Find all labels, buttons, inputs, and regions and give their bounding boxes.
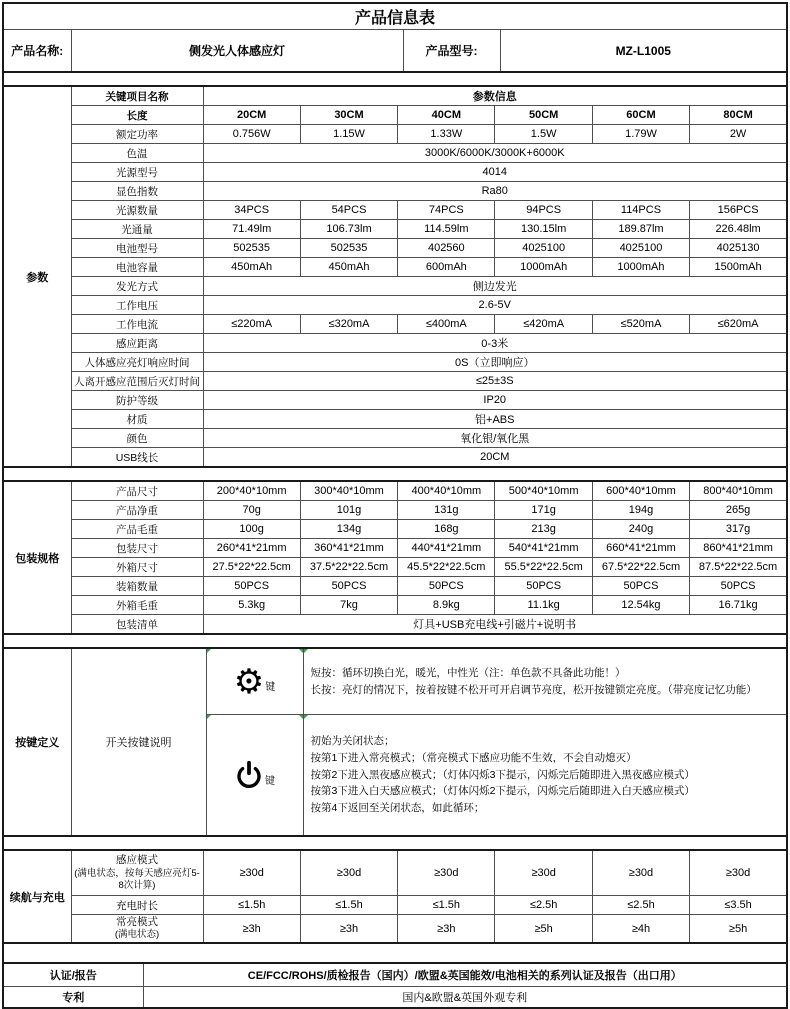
table-row [3,520,787,539]
cell-value: ≤1.5h [203,896,300,915]
cell-value: 860*41*21mm [690,539,787,558]
cell-value: 360*41*21mm [300,539,397,558]
cell-value: 317g [690,520,787,539]
table-row [3,577,787,596]
cell-value: ≥5h [690,915,787,944]
table-row [3,963,787,987]
row-label: 光通量 [71,220,203,239]
packaging-table [2,480,788,635]
cell-value: 1.79W [592,125,689,144]
cell-value: 1000mAh [592,258,689,277]
cell-value: 134g [300,520,397,539]
row-value-merged: ≤25±3S [203,372,787,391]
cell-value: ≤320mA [300,315,397,334]
section-spacer [2,635,788,647]
gear-key-cell [206,648,303,715]
row-value-merged: 3000K/6000K/3000K+6000K [203,144,787,163]
row-value-merged: 灯具+USB充电线+引磁片+说明书 [203,615,787,635]
cell-value: 800*40*10mm [690,481,787,501]
table-row [3,353,787,372]
row-label: 装箱数量 [71,577,203,596]
cell-value: ≤520mA [592,315,689,334]
buttons-table [2,647,788,837]
section-spacer [2,73,788,85]
power-key-suffix: 键 [265,775,275,787]
table-row [3,258,787,277]
cell-value: 194g [592,501,689,520]
cell-value: 45.5*22*22.5cm [398,558,495,577]
table-row [3,163,787,182]
cell-value: 50PCS [203,577,300,596]
cell-value: 114PCS [592,201,689,220]
table-row [3,501,787,520]
cell-value: 8.9kg [398,596,495,615]
row-label: 充电时长 [71,896,203,915]
row-label-sub: (满电状态) [114,929,160,941]
switch-description-label: 开关按键说明 [71,648,206,836]
table-row [3,481,787,501]
cell-value: 240g [592,520,689,539]
cell-value: 500*40*10mm [495,481,592,501]
cell-value: 67.5*22*22.5cm [592,558,689,577]
text-line: 按第2下进入黑夜感应模式；（灯体闪烁3下提示，闪烁完后随即进入黑夜感应模式） [310,768,695,781]
cell-value: 80CM [690,106,787,125]
cell-value: ≥30d [690,850,787,896]
row-label: 长度 [71,106,203,125]
cell-value: 440*41*21mm [398,539,495,558]
row-label: 包装尺寸 [71,539,203,558]
cell-value: 1.15W [300,125,397,144]
row-value-merged: IP20 [203,391,787,410]
cell-value: 106.73lm [300,220,397,239]
row-label: 电池型号 [71,239,203,258]
cell-value: 50PCS [495,577,592,596]
cell-value: 1500mAh [690,258,787,277]
cell-value: 20CM [203,106,300,125]
cell-value: 40CM [398,106,495,125]
cell-value: 50PCS [592,577,689,596]
row-label: 额定功率 [71,125,203,144]
cert-report-value: CE/FCC/ROHS/质检报告（国内）/欧盟&英国能效/电池相关的系列认证及报告（出口用） [143,963,787,987]
power-icon [234,760,264,790]
cell-value: 70g [203,501,300,520]
cell-value: ≥3h [203,915,300,944]
row-label: 发光方式 [71,277,203,296]
row-label: 感应距离 [71,334,203,353]
text-line: 短按：循环切换白光，暖光，中性光（注：单色款不具备此功能！） [310,666,626,679]
section-spacer [2,468,788,480]
gear-icon: ⚙ [233,661,265,702]
cell-value: ≤1.5h [398,896,495,915]
cell-value: ≤400mA [398,315,495,334]
cell-value: 400*40*10mm [398,481,495,501]
section-label-battery: 续航与充电 [3,850,71,943]
table-row [3,315,787,334]
row-label: 产品尺寸 [71,481,203,501]
row-label: USB线长 [71,448,203,468]
cell-value: 50PCS [300,577,397,596]
cell-value: 189.87lm [592,220,689,239]
cell-value: 114.59lm [398,220,495,239]
table-row [3,239,787,258]
table-row [3,896,787,915]
product-name-label: 产品名称: [3,30,71,73]
table-row [3,410,787,429]
table-row [3,182,787,201]
cell-value: 540*41*21mm [495,539,592,558]
cell-value: ≤620mA [690,315,787,334]
row-value-merged: 2.6-5V [203,296,787,315]
row-label: 电池容量 [71,258,203,277]
row-label: 显色指数 [71,182,203,201]
cell-value: 54PCS [300,201,397,220]
cell-value: 300*40*10mm [300,481,397,501]
cell-value: 50PCS [398,577,495,596]
cell-value: 4025130 [690,239,787,258]
table-row [3,429,787,448]
row-label: 光源型号 [71,163,203,182]
cell-value: 7kg [300,596,397,615]
section-label-buttons: 按键定义 [3,648,71,836]
table-row [3,277,787,296]
cell-value: 101g [300,501,397,520]
cell-value: 5.3kg [203,596,300,615]
table-row [3,296,787,315]
cell-value: ≥5h [495,915,592,944]
cell-value: 200*40*10mm [203,481,300,501]
table-row [3,915,787,944]
cell-value: 168g [398,520,495,539]
table-row [3,391,787,410]
table-row [3,615,787,635]
table-row [3,850,787,896]
row-value-merged: Ra80 [203,182,787,201]
cell-value: 450mAh [203,258,300,277]
cell-value: 502535 [300,239,397,258]
row-label: 产品毛重 [71,520,203,539]
cell-value: 2W [690,125,787,144]
row-label: 包装清单 [71,615,203,635]
cell-value: 94PCS [495,201,592,220]
cell-value: ≥4h [592,915,689,944]
product-model-value: MZ-L1005 [500,30,787,73]
cell-value: ≥3h [398,915,495,944]
product-name-value: 侧发光人体感应灯 [71,30,403,73]
row-label: 光源数量 [71,201,203,220]
row-label: 颜色 [71,429,203,448]
cell-value: ≤2.5h [495,896,592,915]
table-row [3,3,787,30]
row-value-merged: 20CM [203,448,787,468]
battery-table [2,849,788,944]
cell-value: 502535 [203,239,300,258]
table-row [3,648,787,715]
cert-report-label: 认证/报告 [3,963,143,987]
table-row [3,334,787,353]
cell-value: 0.756W [203,125,300,144]
cell-value: ≥30d [300,850,397,896]
footer-table [2,962,788,1009]
row-value-merged: 铝+ABS [203,410,787,429]
cell-value: 260*41*21mm [203,539,300,558]
section-label-params: 参数 [3,86,71,467]
params-table [2,85,788,468]
cell-value: 4025100 [592,239,689,258]
cell-value: ≤3.5h [690,896,787,915]
row-label: 外箱毛重 [71,596,203,615]
cell-value: ≤420mA [495,315,592,334]
row-label: 人体感应亮灯响应时间 [71,353,203,372]
cell-value: ≤220mA [203,315,300,334]
row-value-merged: 0S（立即响应） [203,353,787,372]
cell-value: 74PCS [398,201,495,220]
cell-value: 130.15lm [495,220,592,239]
table-row [3,106,787,125]
cell-value: 1.5W [495,125,592,144]
row-value-merged: 0-3米 [203,334,787,353]
cell-value: 12.54kg [592,596,689,615]
text-line: 按第1下进入常亮模式；（常亮模式下感应功能不生效，不会自动熄灭） [310,751,637,764]
table-row [3,448,787,468]
table-row [3,30,787,73]
cell-value: ≥3h [300,915,397,944]
cell-value: 660*41*21mm [592,539,689,558]
power-key-description [303,715,787,837]
patent-label: 专利 [3,987,143,1009]
cell-value: 171g [495,501,592,520]
table-row [3,539,787,558]
page-title: 产品信息表 [3,3,787,30]
patent-value: 国内&欧盟&英国外观专利 [143,987,787,1009]
row-label-main: 常亮模式 [116,915,158,928]
text-line: 长按：亮灯的情况下，按着按键不松开可开启调节亮度，松开按键锁定亮度。（带亮度记忆功能） [310,683,757,696]
cell-value: 30CM [300,106,397,125]
cell-value: 11.1kg [495,596,592,615]
cell-value: 60CM [592,106,689,125]
cell-value: 100g [203,520,300,539]
table-row [3,558,787,577]
row-value-merged: 侧边发光 [203,277,787,296]
row-label: 材质 [71,410,203,429]
section-spacer [2,944,788,962]
cell-value: 600*40*10mm [592,481,689,501]
row-value-merged: 4014 [203,163,787,182]
cell-value: 16.71kg [690,596,787,615]
row-label: 防护等级 [71,391,203,410]
header-table [2,2,788,73]
cell-value: ≤2.5h [592,896,689,915]
product-model-label: 产品型号: [403,30,500,73]
row-label: 工作电压 [71,296,203,315]
cell-value: 34PCS [203,201,300,220]
table-row [3,201,787,220]
text-line: 按第3下进入白天感应模式；（灯体闪烁2下提示，闪烁完后随即进入白天感应模式） [310,785,695,798]
row-label-main: 感应模式 [116,854,158,867]
power-key-cell [206,715,303,837]
column-header-key-items: 关键项目名称 [71,86,203,106]
cell-value: 71.49lm [203,220,300,239]
column-header-param-info: 参数信息 [203,86,787,106]
section-spacer [2,837,788,849]
cell-value: 50CM [495,106,592,125]
cell-value: 37.5*22*22.5cm [300,558,397,577]
cell-value: 226.48lm [690,220,787,239]
cell-value: 55.5*22*22.5cm [495,558,592,577]
cell-value: 27.5*22*22.5cm [203,558,300,577]
table-row [3,596,787,615]
cell-value: ≥30d [203,850,300,896]
gear-key-suffix: 键 [265,682,276,693]
cell-value: 131g [398,501,495,520]
row-label: 工作电流 [71,315,203,334]
table-row [3,125,787,144]
cell-value: 1.33W [398,125,495,144]
section-label-packaging: 包装规格 [3,481,71,634]
table-row [3,86,787,106]
cell-value: 4025100 [495,239,592,258]
row-label: 人离开感应范围后灭灯时间 [71,372,203,391]
cell-value: 156PCS [690,201,787,220]
cell-value: 50PCS [690,577,787,596]
cell-value: 87.5*22*22.5cm [690,558,787,577]
cell-value: 450mAh [300,258,397,277]
row-label: 产品净重 [71,501,203,520]
cell-value: 600mAh [398,258,495,277]
table-row [3,144,787,163]
cell-value: 265g [690,501,787,520]
text-line: 按第4下返回至关闭状态，如此循环； [310,802,485,815]
cell-value: ≥30d [398,850,495,896]
table-row [3,372,787,391]
row-label: 外箱尺寸 [71,558,203,577]
cell-value: ≥30d [495,850,592,896]
cell-value: 1000mAh [495,258,592,277]
row-label [71,915,203,944]
cell-value: 213g [495,520,592,539]
row-label [71,850,203,896]
row-value-merged: 氧化银/氧化黑 [203,429,787,448]
cell-value: 402560 [398,239,495,258]
cell-value: ≥30d [592,850,689,896]
cell-value: ≤1.5h [300,896,397,915]
text-line: 初始为关闭状态； [310,735,395,747]
row-label-sub: (满电状态，按每天感应亮灯5-8次计算) [74,867,200,891]
row-label: 色温 [71,144,203,163]
gear-key-description [303,648,787,715]
table-row [3,220,787,239]
